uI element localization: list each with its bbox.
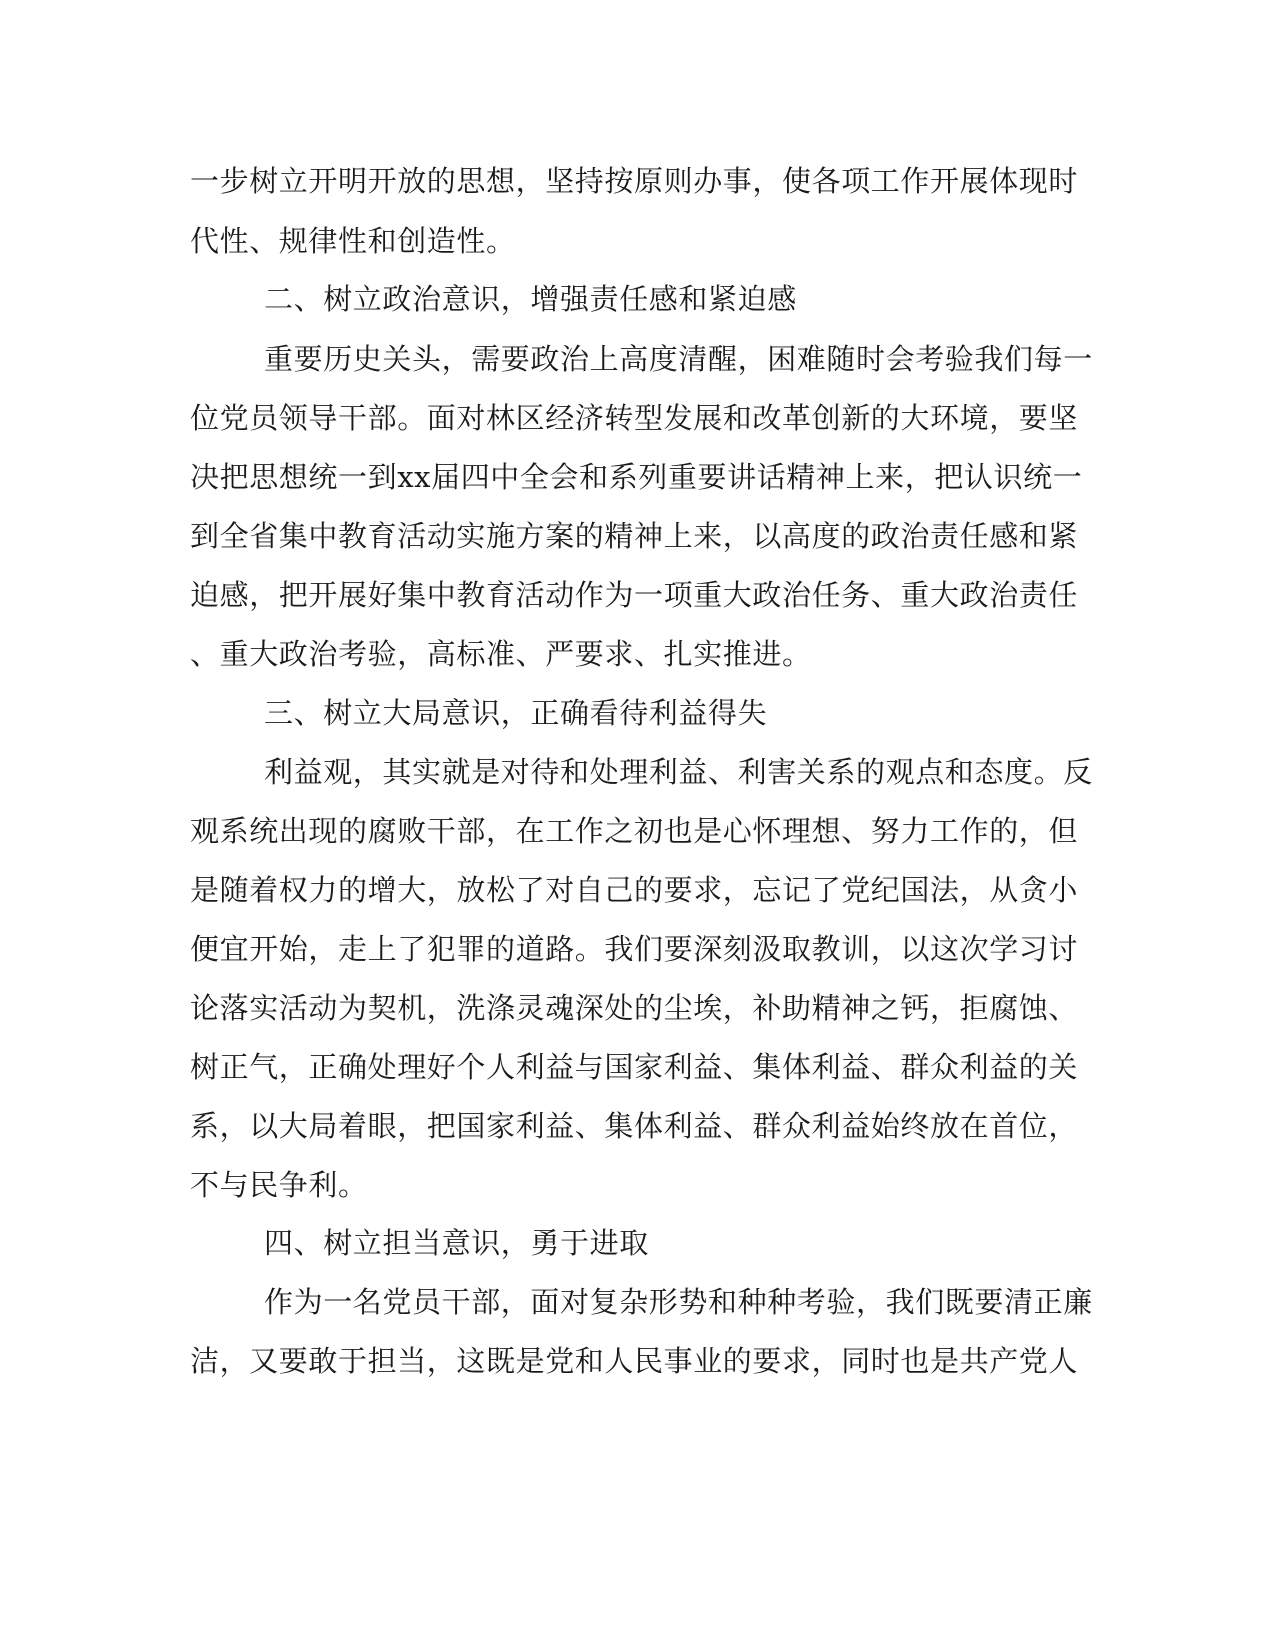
heading-text: 四、树立担当意识，勇于进取	[264, 1226, 649, 1260]
text-line	[0, 1154, 1275, 1216]
text-line	[0, 977, 1275, 1039]
text-line	[0, 505, 1275, 567]
line-text: 到全省集中教育活动实施方案的精神上来，以高度的政治责任感和紧	[190, 519, 1079, 553]
section-heading	[0, 682, 1275, 744]
line-text: 不与民争利。	[190, 1168, 368, 1202]
text-line	[0, 387, 1275, 449]
line-text: 利益观，其实就是对待和处理利益、利害关系的观点和态度。反	[264, 755, 1093, 789]
heading-text: 二、树立政治意识，增强责任感和紧迫感	[264, 282, 797, 316]
text-line	[0, 1271, 1275, 1333]
section-heading	[0, 268, 1275, 330]
text-line	[0, 800, 1275, 862]
text-line	[0, 859, 1275, 921]
line-text: 作为一名党员干部，面对复杂形势和种种考验，我们既要清正廉	[264, 1285, 1093, 1319]
text-line	[0, 1330, 1275, 1392]
text-line	[0, 210, 1275, 272]
line-text: 、重大政治考验，高标准、严要求、扎实推进。	[190, 637, 812, 671]
text-line	[0, 1036, 1275, 1098]
text-line	[0, 1095, 1275, 1157]
text-line	[0, 564, 1275, 626]
line-text: 位党员领导干部。面对林区经济转型发展和改革创新的大环境，要坚	[190, 401, 1079, 435]
text-line	[0, 328, 1275, 390]
line-text: 决把思想统一到xx届四中全会和系列重要讲话精神上来，把认识统一	[190, 460, 1083, 494]
text-line	[0, 918, 1275, 980]
section-heading	[0, 1212, 1275, 1274]
line-text: 系，以大局着眼，把国家利益、集体利益、群众利益始终放在首位，	[190, 1109, 1079, 1143]
line-text: 重要历史关头，需要政治上高度清醒，困难随时会考验我们每一	[264, 342, 1093, 376]
text-line	[0, 623, 1275, 685]
line-text: 洁，又要敢于担当，这既是党和人民事业的要求，同时也是共产党人	[190, 1344, 1079, 1378]
line-text: 迫感，把开展好集中教育活动作为一项重大政治任务、重大政治责任	[190, 578, 1079, 612]
heading-text: 三、树立大局意识，正确看待利益得失	[264, 696, 768, 730]
line-text: 树正气，正确处理好个人利益与国家利益、集体利益、群众利益的关	[190, 1050, 1079, 1084]
line-text: 观系统出现的腐败干部，在工作之初也是心怀理想、努力工作的，但	[190, 814, 1079, 848]
line-text: 代性、规律性和创造性。	[190, 224, 516, 258]
text-line	[0, 741, 1275, 803]
line-text: 是随着权力的增大，放松了对自己的要求，忘记了党纪国法，从贪小	[190, 873, 1079, 907]
line-text: 一步树立开明开放的思想，坚持按原则办事，使各项工作开展体现时	[190, 164, 1079, 198]
line-text: 论落实活动为契机，洗涤灵魂深处的尘埃，补助精神之钙，拒腐蚀、	[190, 991, 1079, 1025]
line-text: 便宜开始，走上了犯罪的道路。我们要深刻汲取教训，以这次学习讨	[190, 932, 1079, 966]
text-line	[0, 150, 1275, 212]
text-line	[0, 446, 1275, 508]
